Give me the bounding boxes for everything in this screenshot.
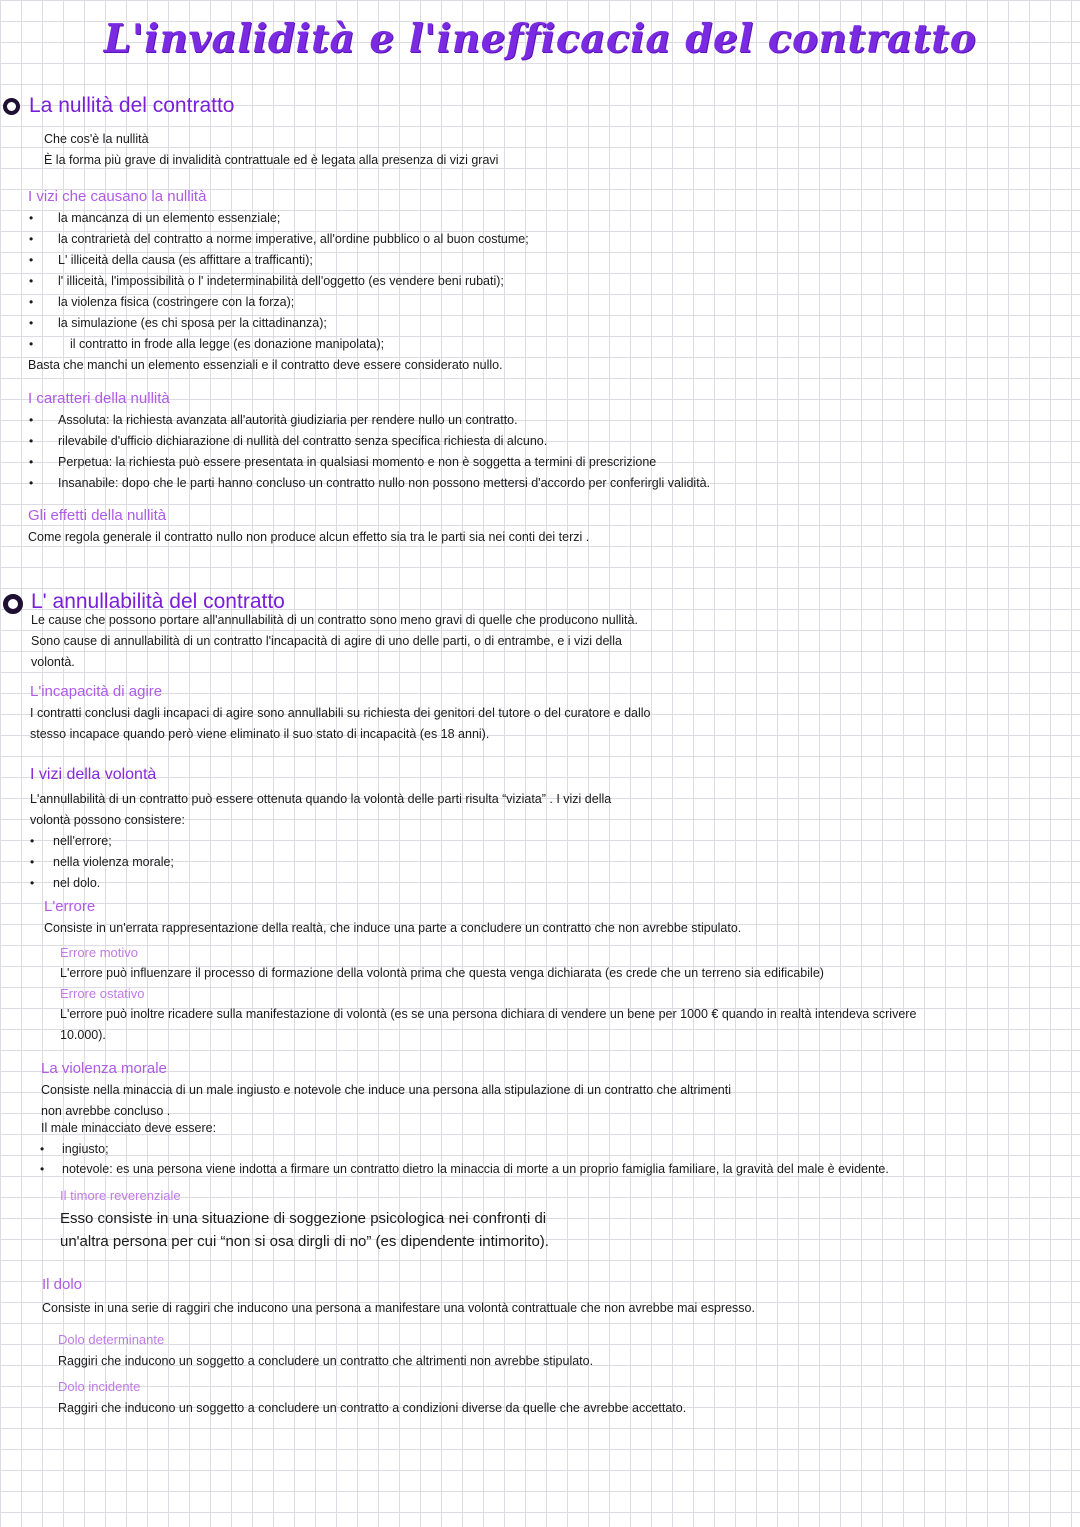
errore-ostativo-text-line: 10.000). bbox=[60, 1028, 106, 1042]
bullet-icon: • bbox=[30, 876, 35, 890]
timore-text-line: Esso consiste in una situazione di soggezione psicologica nei confronti di bbox=[60, 1210, 547, 1227]
bullet-icon: • bbox=[40, 1162, 45, 1176]
subheading-dolo-determinante: Dolo determinante bbox=[58, 1332, 165, 1347]
list-item: Assoluta: la richiesta avanzata all'autorità giudiziaria per rendere nullo un contratto. bbox=[58, 413, 518, 427]
annullabilita-intro-line: volontà. bbox=[31, 655, 75, 669]
list-item: nella violenza morale; bbox=[53, 855, 174, 869]
list-item: notevole: es una persona viene indotta a firmare un contratto dietro la minaccia di morte a un proprio famiglia familiare, la gravità del male è evidente. bbox=[62, 1162, 889, 1176]
errore-motivo-text: L'errore può influenzare il processo di formazione della volontà prima che questa venga dichiarata (es crede che un terreno sia edificabile) bbox=[60, 966, 824, 980]
violenza-text-line: Consiste nella minaccia di un male ingiusto e notevole che induce una persona alla stipulazione di un contratto che altrimenti bbox=[41, 1083, 731, 1097]
violenza-text-line: non avrebbe concluso . bbox=[41, 1104, 171, 1118]
bullet-icon: • bbox=[30, 855, 35, 869]
list-item: il contratto in frode alla legge (es donazione manipolata); bbox=[70, 337, 385, 351]
bullet-icon: • bbox=[29, 232, 34, 246]
bullet-icon: • bbox=[29, 295, 34, 309]
list-item: rilevabile d'ufficio dichiarazione di nullità del contratto senza specifica richiesta di alcuno. bbox=[58, 434, 548, 448]
page-title: L'invalidità e l'inefficacia del contratto bbox=[103, 16, 977, 62]
subheading-incapacita: L'incapacità di agire bbox=[30, 683, 163, 700]
subheading-errore-ostativo: Errore ostativo bbox=[60, 986, 145, 1001]
bullet-icon: • bbox=[29, 337, 34, 351]
bullet-icon: • bbox=[29, 413, 34, 427]
subheading-dolo: Il dolo bbox=[42, 1276, 83, 1293]
bullet-icon: • bbox=[29, 253, 34, 267]
timore-text-line: un'altra persona per cui “non si osa dirgli di no” (es dipendente intimorito). bbox=[60, 1233, 549, 1250]
subheading-errore-motivo: Errore motivo bbox=[60, 945, 139, 960]
bullet-icon: • bbox=[29, 316, 34, 330]
subheading-dolo-incidente: Dolo incidente bbox=[58, 1379, 141, 1394]
annullabilita-intro-line: Sono cause di annullabilità di un contratto l'incapacità di agire di uno delle parti, o di entrambe, e i vizi della bbox=[31, 634, 622, 648]
bullet-icon: • bbox=[29, 211, 34, 225]
list-item: Insanabile: dopo che le parti hanno concluso un contratto nullo non possono mettersi d'accordo per conferirgli validità. bbox=[58, 476, 711, 490]
bullet-icon: • bbox=[29, 274, 34, 288]
bullet-icon: • bbox=[30, 834, 35, 848]
list-item: l' illiceità, l'impossibilità o l' indeterminabilità dell'oggetto (es vendere beni rubati); bbox=[58, 274, 504, 288]
list-item: la contrarietà del contratto a norme imperative, all'ordine pubblico o al buon costume; bbox=[58, 232, 529, 246]
errore-text: Consiste in un'errata rappresentazione della realtà, che induce una parte a concludere un contratto che non avrebbe stipulato. bbox=[44, 921, 742, 935]
list-item: la mancanza di un elemento essenziale; bbox=[58, 211, 281, 225]
section-heading-nullita: La nullità del contratto bbox=[29, 94, 235, 117]
bullet-icon: • bbox=[29, 476, 34, 490]
subheading-effetti-nullita: Gli effetti della nullità bbox=[28, 507, 167, 524]
subheading-timore-reverenziale: Il timore reverenziale bbox=[60, 1188, 181, 1203]
dolo-incidente-text: Raggiri che inducono un soggetto a concludere un contratto a condizioni diverse da quelle che avrebbe accettato. bbox=[58, 1401, 687, 1415]
subheading-caratteri-nullita: I caratteri della nullità bbox=[28, 390, 170, 407]
bullet-icon: • bbox=[29, 455, 34, 469]
list-item: nel dolo. bbox=[53, 876, 101, 890]
annullabilita-intro-line: Le cause che possono portare all'annullabilità di un contratto sono meno gravi di quelle che producono nullità. bbox=[31, 613, 638, 627]
list-item: nell'errore; bbox=[53, 834, 112, 848]
violenza-male-intro: Il male minacciato deve essere: bbox=[41, 1121, 217, 1135]
dolo-determinante-text: Raggiri che inducono un soggetto a concludere un contratto che altrimenti non avrebbe stipulato. bbox=[58, 1354, 594, 1368]
bullet-icon: • bbox=[29, 434, 34, 448]
nullita-definition-answer: È la forma più grave di invalidità contrattuale ed è legata alla presenza di vizi gravi bbox=[44, 153, 499, 167]
subheading-vizi-volonta: I vizi della volontà bbox=[30, 766, 157, 783]
list-item: la violenza fisica (costringere con la forza); bbox=[58, 295, 295, 309]
section-circle-icon bbox=[3, 98, 20, 115]
dolo-text: Consiste in una serie di raggiri che inducono una persona a manifestare una volontà contrattuale che non avrebbe mai espresso. bbox=[42, 1301, 755, 1315]
vizi-volonta-text-line: L'annullabilità di un contratto può essere ottenuta quando la volontà delle parti risulta “viziata” . I vizi della bbox=[30, 792, 612, 806]
section-heading-annullabilita: L' annullabilità del contratto bbox=[31, 590, 285, 613]
subheading-errore: L'errore bbox=[44, 898, 96, 915]
errore-ostativo-text-line: L'errore può inoltre ricadere sulla manifestazione di volontà (es se una persona dichiara di vendere un bene per 1000 € quando in realtà intendeva scrivere bbox=[60, 1007, 917, 1021]
incapacita-text-line: I contratti conclusi dagli incapaci di agire sono annullabili su richiesta dei genitori del tutore o del curatore e dallo bbox=[30, 706, 651, 720]
effetti-nullita-text: Come regola generale il contratto nullo non produce alcun effetto sia tra le parti sia nei conti dei terzi . bbox=[28, 530, 590, 544]
subheading-violenza-morale: La violenza morale bbox=[41, 1060, 167, 1077]
bullet-icon: • bbox=[40, 1142, 45, 1156]
incapacita-text-line: stesso incapace quando però viene eliminato il suo stato di incapacità (es 18 anni). bbox=[30, 727, 490, 741]
section-circle-icon bbox=[3, 594, 23, 614]
list-item: ingiusto; bbox=[62, 1142, 109, 1156]
vizi-volonta-text-line: volontà possono consistere: bbox=[30, 813, 185, 827]
list-item: la simulazione (es chi sposa per la cittadinanza); bbox=[58, 316, 327, 330]
nullita-definition-question: Che cos'è la nullità bbox=[44, 132, 149, 146]
vizi-nullita-note: Basta che manchi un elemento essenziali e il contratto deve essere considerato nullo. bbox=[28, 358, 503, 372]
subheading-vizi-nullita: I vizi che causano la nullità bbox=[28, 188, 207, 205]
list-item: Perpetua: la richiesta può essere presentata in qualsiasi momento e non è soggetta a termini di prescrizione bbox=[58, 455, 657, 469]
list-item: L' illiceità della causa (es affittare a trafficanti); bbox=[58, 253, 313, 267]
